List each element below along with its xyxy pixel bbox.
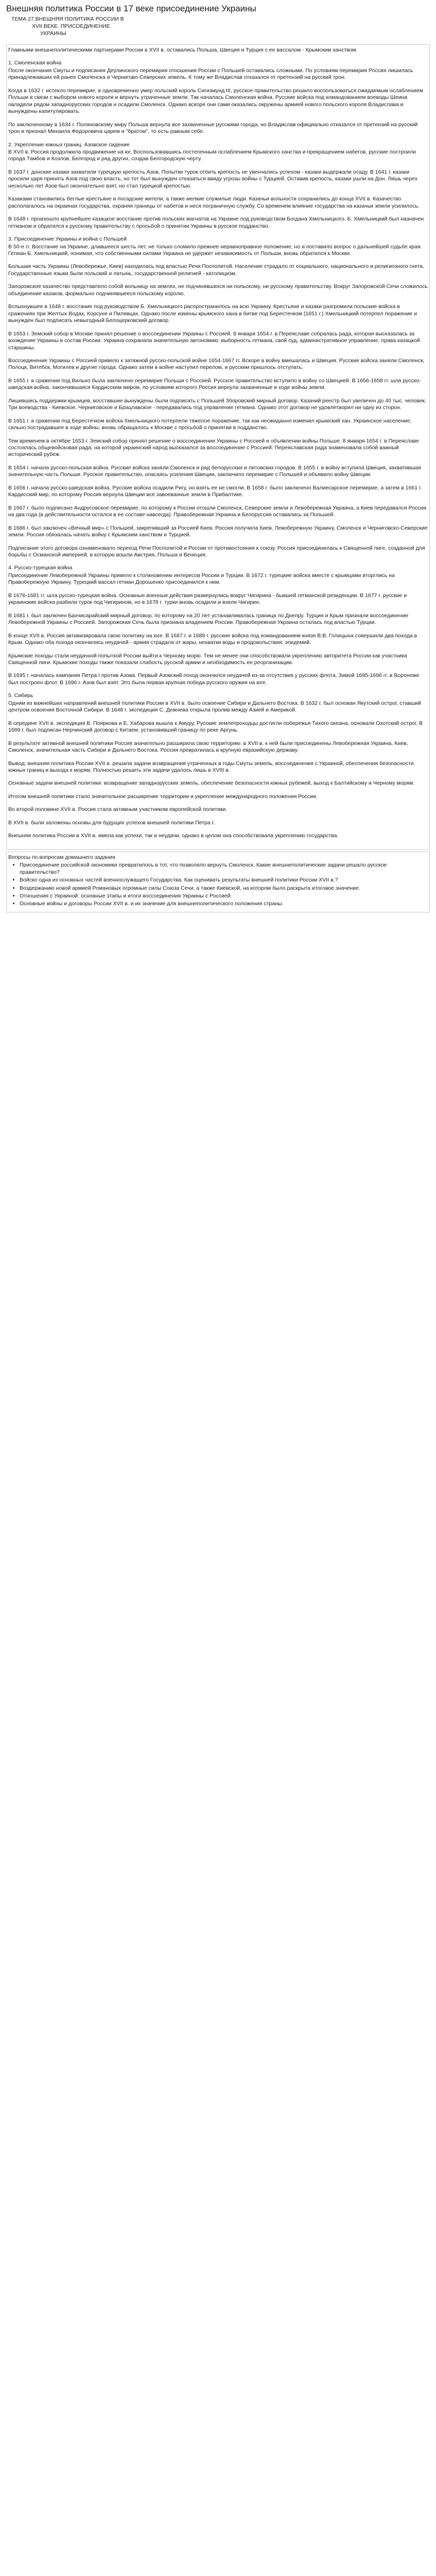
paragraph: В 1686 г. был заключен «Вечный мир» с Польшей, закрепивший за Россией Киев. Россия получила Киев, Левобережную Украину, Смоленск и Черниговско-Северские земли. Россия обязалась начать войну с Крымским ханством и Турцией.	[8, 524, 428, 538]
paragraph: Итогом внешней политики стало значительное расширение территории и укрепление международного положения России.	[8, 793, 318, 800]
paragraph: В 1655 г. в сражении под Вильно была заключено перемирие Польши с Россией. Русское правительство вступило в войну со Швецией. В 1656-1658 гг. шла русско-шведская война, закончившаяся Кардисским миром, по условиям которого Россия вернула захваченные в ходе войны земли.	[8, 377, 421, 391]
paragraph: Присоединение Левобережной Украины привело к столкновению интересов России и Турции. В 1672 г. турецкие войска вместе с крымцами вторглись на Правобережную Украину. Турецкий вассал гетман Дорошенко присоединился к ним.	[8, 572, 395, 586]
paragraph: Когда в 1632 г. истекло перемирие, в одновременно умер польский король Сигизмунд III, русское правительство решило воспользоваться ожидаемым ослаблением Польши в связи с выбором нового короля и вернуть утраченные земли. Так началась Смоленская война. Русские войска под командованием воеводы Шеина овладели рядом западнорусских городов и осадили Смоленск. Однако вскоре они сами оказались окружены армией нового польского короля Владислава и вынуждены капитулировать.	[8, 87, 424, 115]
paragraph: В 1656 г. начала русско-шведская война. Русские войска осадили Ригу, но взять ее не смогли. В 1658 г. было заключено Валиесарское перемирие, а затем в 1661 г. Кардисский мир, по которому Россия вернула Швеции все завоеванные земли в Прибалтике.	[8, 484, 422, 498]
paragraph: Во второй половине XVII в. Россия стала активным участником европейской политики.	[8, 806, 228, 813]
question-item: • Войско одна из основных частей военнослужащего Государства. Как оценивать результаты внешней политики России XVII в.?	[20, 877, 428, 884]
paragraph: В конце XVII в. Россия активизировала свою политику на юге. В 1687 г. и 1689 г. русские войска под командованием князя В.В. Голицына совершили два похода в Крым. Однако оба похода окончились неудачей - армия страдала от жары, нехватки воды и продовольствия, эпидемий.	[8, 632, 417, 646]
question-item: • Основные войны и договоры России XVII в. и их значение для внешнеполитического положения страны.	[20, 901, 428, 907]
paragraph: Воссоединение Украины с Россией привело к затяжной русско-польской войне 1654-1667 гг. Вскоре в войну вмешалась и Швеция. Русские войска заняли Смоленск, Полоцк, Витебск, Могилев и другие города. Однако затем в войне наступил перелом, и русским пришлось отступать.	[8, 357, 425, 371]
paragraph: В XVII в. были заложены основы для будущих успехов внешней политики Петра I.	[8, 819, 215, 826]
paragraph: Одним из важнейших направлений внешней политики России в XVII в. было освоение Сибири и Дальнего Востока. В 1632 г. был основан Якутский острог, ставший центром освоения Восточной Сибири. В 1648 г. экспедиция С. Дежнева открыла пролив между Азией и Америкой.	[8, 700, 421, 714]
paragraph: В 1648 г. произошло крупнейшее казацкое восстание против польских магнатов на Украине под руководством Богдана Хмельницкого. Б. Хмельницкий был назначен гетманом и обратился к русскому правительству с просьбой о принятии Украины в русское подданство.	[8, 216, 424, 229]
paragraph: По заключенному в 1634 г. Поляновскому миру Польша вернула все захваченные русскими города, но Владислав официально отказался от претензий на русский трон и признал Михаила Федоровича царем и "братом", то есть равным себе.	[8, 121, 418, 135]
paragraph: В 1676-1681 гг. шла русско-турецкая война. Основные военные действия развернулись вокруг Чигирина - бывшей гетманской резиденции. В 1677 г. русские и украинские войска разбили турок под Чигирином, но в 1678 г. турки вновь осадили и взяли Чигирин.	[8, 592, 407, 606]
question-item: • Отношения с Украиной: основные этапы и итоги воссоединения Украины с Россией.	[20, 893, 428, 900]
section-heading: 1. Смоленская война	[8, 60, 62, 66]
question-item: • Воздержанию новой армией Романовых огромные силы Союза Сечи, а также Киевской, на котором было раскрыта итоговое значение.	[20, 885, 428, 892]
section-heading: 4. Русско-турецкая война	[8, 565, 73, 571]
paragraph: В 1681 г. был заключен Бахчисарайский мирный договор, по которому на 20 лет устанавливалась граница по Днепру. Турция и Крым признали воссоединение Левобережной Украины с Россией. Запорожская Сечь была признана владением России. Правобережная Украина осталась под властью Турции.	[8, 612, 409, 626]
section-heading: 2. Укрепление южных границ. Азовское сидение	[8, 141, 130, 148]
paragraph: В XVII в. Россия продолжила продвижение на юг. Воспользовавшись постепенным ослаблением Крымского ханства и прекращением набегов, русские построили города Тамбов и Козлов, Белгород и ряд других, создав Белгородскую черту.	[8, 148, 416, 162]
paragraph: В 1654 г. начала русско-польская война. Русские войска заняли Смоленск и ряд белорусских и литовских городов. В 1655 г. в войну вступила Швеция, захватившая значительную часть Польши. Русское правительство, опасаясь усиления Швеции, заключило перемирие с Польшей и объявило войну Швеции.	[8, 464, 422, 478]
subtitle-line: УКРАИНЫ	[40, 30, 66, 37]
paragraph: Вспыхнувшее в 1648 г. восстание под руководством Б. Хмельницкого распространилось на всю Украину. Крестьяне и казаки разгромили польские войска в сражениях при Желтых Водах, Корсуне и Пилявцах. Однако после измены крымского хана в битве под Берестечком (1651 г.) Хмельницкий потерпел поражение и вынужден был подписать невыгодный Белоцерковский договор.	[8, 303, 417, 324]
paragraph: В результате активной внешней политики Россия значительно расширила свою территорию: в XVII в. к ней были присоединены Левобережная Украина, Киев, Смоленск, значительная часть Сибири и Дальнего Востока. Россия превратилась в крупную евразийскую державу.	[8, 740, 408, 754]
paragraph: После окончания Смуты и подписания Деулинского перемирия отношения России с Польшей оставались сложными. По условиям перемирия Россия лишилась принадлежавших ей ранее Смоленска и Черниговo-Северских земель. К тому же Владислав отказался от претензий на русский трон.	[8, 67, 413, 81]
paragraph: В 1651 г. в сражении под Берестечком войска Хмельницкого потерпели тяжелое поражение, так как неожиданно изменил крымский хан. Украинское население, сильно пострадавшее в ходе войны, вновь обращалось к Москве с просьбой о принятии в подданство.	[8, 417, 412, 431]
section-heading: 3. Присоединение Украины и война с Польшей	[8, 236, 127, 243]
paragraph: Главными внешнеполитическими партнерами России в XVII в. оставались Польша, Швеция и Турция с ее вассалом - Крымским ханством.	[8, 47, 358, 53]
subtitle-line: ТЕМА 27.ВНЕШНЯЯ ПОЛИТИКА РОССИИ В	[11, 16, 124, 22]
paragraph: Основные задачи внешней политики: возвращение западнорусских земель, обеспечение безопасности южных рубежей, выход к Балтийскому и Черному морям.	[8, 780, 415, 787]
paragraph: Внешняя политика России в XVII в. имела как успехи, так и неудачи, однако в целом она способствовала укреплению государства.	[8, 833, 339, 839]
paragraph: В середине XVII в. экспедиция В. Пояркова и Е. Хабарова вышла к Амуру. Русские землепроходцы достигли побережья Тихого океана, основали Охотский острог. В 1689 г. был подписан Нерчинский договор с Китаем, установивший границу по реке Аргунь.	[8, 720, 423, 734]
paragraph: Большая часть Украины (Левобережье, Киев) находилась под властью Речи Посполитой. Население страдало от социального, национального и религиозного гнета. Государственные языки были польский и латынь, государственной религией - католицизм.	[8, 263, 425, 277]
article-body	[6, 44, 430, 850]
section-heading: 5. Сибирь	[8, 692, 33, 699]
questions-list	[8, 862, 428, 908]
paragraph: В 1653 г. Земский собор в Москве принял решение о воссоединении Украины с Россией. 8 января 1654 г. в Переяславе собралась рада, которая высказалась за вхождение Украины в состав России. Украина сохраняла значительную автономию: выборность гетмана, свой суд, административное управление, права казацкой старшины.	[8, 330, 420, 351]
paragraph: Вывод: внешняя политика России XVII в. решала задачи возвращения утраченных в годы Смуты земель, воссоединения с Украиной, обеспечения безопасности южных границ и выхода к морям. Полностью решить эти задачи удалось лишь в XVIII в.	[8, 760, 414, 773]
paragraph: Запорожское казачество представляло собой вольницу на землях, не подчинявшихся ни польскому, ни русскому правительству. Вокруг Запорожской Сечи сложилось объединение казаков, формально подчинявшееся польскому королю.	[8, 283, 428, 297]
subtitle-line: XVII ВЕКЕ. ПРИСОЕДИНЕНИЕ	[32, 23, 110, 29]
paragraph: Крымские походы стали неудачной попыткой России выйти к Черному морю. Тем не менее они способствовали укреплению авторитета России как участника Священной лиги. Крымские походы также показали слабость русской армии и необходимость ее реорганизации.	[8, 652, 407, 666]
paragraph: В 50-е гг. Восстание на Украине, длившееся шесть лет, не только сломило прежнее неравноправное положение, но и поставило вопрос о дальнейшей судьбе края. Гетман Б. Хмельницкий, понимая, что собственными силами Украина не удержит независимость от Польши, вновь обратился к Москве.	[8, 243, 422, 257]
page-title: Внешняя политика России в 17 веке присоединение Украины	[6, 4, 256, 13]
paragraph: Тем временем в октябре 1653 г. Земский собор принял решение о воссоединении Украины с Россией и объявлении войны Польше. 8 января 1654 г. в Переяславе состоялась общевойсковая рада, на которой украинский народ высказался за воссоединение с Россией. Переяславская рада знаменовала собой важный исторический рубеж.	[8, 437, 419, 458]
paragraph: Казаками становились беглые крестьяне и посадские жители, а также мелкие служилые люди. Казачьи вольности сохранились до конца XVII в. Казачество располагалось на окраинах государства, охраняя границы от набегов и неся пограничную службу. Со временем влияние государства на казачьи земли усилилось.	[8, 196, 420, 209]
paragraph: В 1637 г. донские казаки захватили турецкую крепость Азов, Попытки турок отбить крепость не увенчались успехом - казаки выдержали осаду. В 1641 г. казаки просили царя принять Азов под свою власть, но тот был вынужден отказаться ввиду угрозы войны с Турцией. Оставив крепость, казаки ушли на Дон. Лишь через несколько лет Азов был окончательно взят, но стал турецкой крепостью.	[8, 168, 417, 189]
subtitle-block	[6, 15, 430, 37]
paragraph: Подписание этого договора ознаменовало переход Речи Посполитой и России от противостояния к союзу. Россия присоединилась к Священной лиге, созданной для борьбы с Османской империей, в которую вошли Австрия, Польша и Венеция.	[8, 545, 425, 558]
paragraph: В 1695 г. началась кампания Петра I против Азова. Первый Азовский поход окончился неудачей из-за отсутствия у русских флота. Зимой 1695-1696 гг. в Воронеже был построен флот. В 1696 г. Азов был взят. Это была первая крупная победа русского оружия на юге.	[8, 672, 420, 686]
question-item: • Присоединение российской экономики превратилось в тот, что позволяло вернуть Смоленск. Какие внешнеполитические задачи решало русское правительство?	[20, 862, 428, 876]
questions-heading: Вопросы по вопросам домашнего задания	[8, 854, 115, 860]
questions-block	[6, 852, 430, 912]
paragraph: Лишившись поддержки крымцев, восставшие вынуждены были подписать с Польшей Зборовский мирный договор. Казачий реестр был увеличен до 40 тыс. человек. Три воеводства - Киевское, Черниговское и Брацлавское - передавались под управление гетмана. Однако этот договор не удовлетворил ни одну из сторон.	[8, 397, 427, 411]
paragraph: В 1667 г. было подписано Андрусовское перемирие, по которому к России отошли Смоленск, Северские земли и Левобережная Украина, а Киев передавался России на два года (в действительности остался в ее составе навсегда). Правобережная Украина и Белоруссия оставались за Польшей.	[8, 504, 427, 518]
